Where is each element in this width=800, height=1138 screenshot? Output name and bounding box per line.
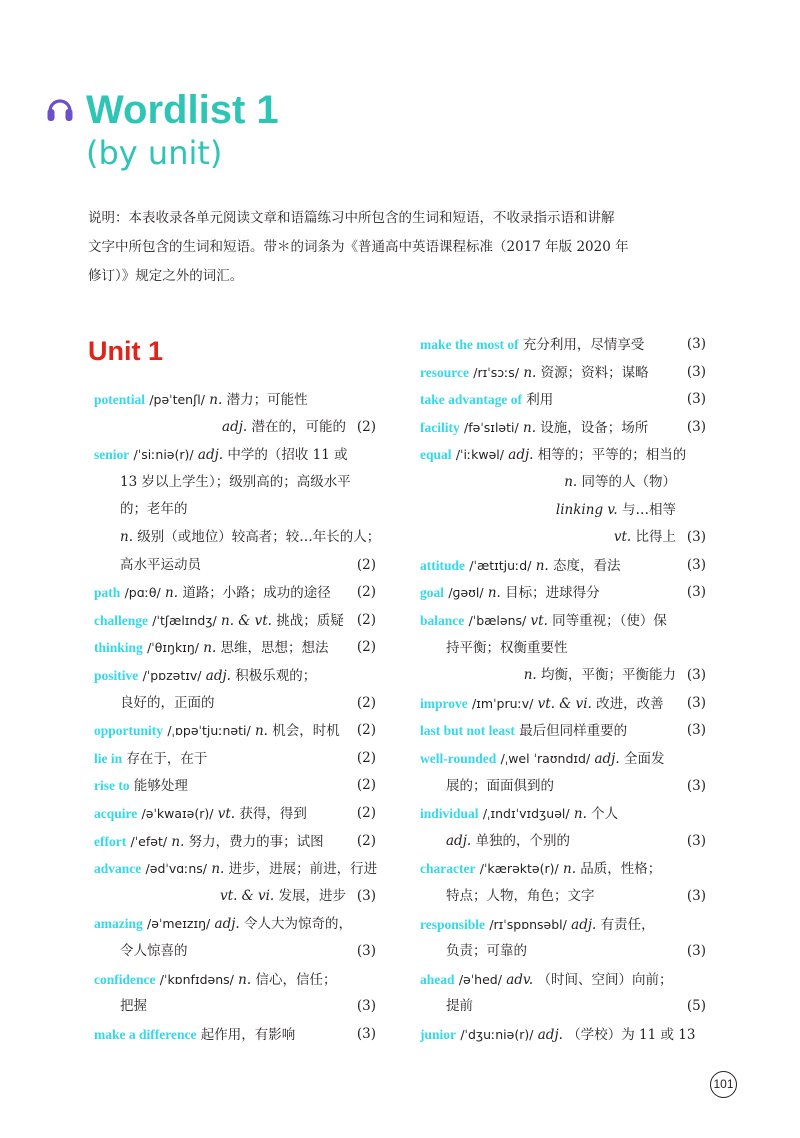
- definition: 把握: [120, 998, 147, 1015]
- unit-reference-number: (2): [356, 556, 376, 573]
- definition: 能够处理: [133, 778, 188, 795]
- unit-reference-number: (2): [356, 694, 376, 711]
- word-entry: [420, 1021, 706, 1049]
- word-entry: [94, 772, 376, 800]
- unit-reference-number: (3): [686, 556, 706, 573]
- definition: 获得，得到: [239, 806, 307, 822]
- part-of-speech: n.: [165, 585, 179, 602]
- unit-reference-number: (3): [686, 363, 706, 380]
- word-entry: [94, 634, 376, 662]
- part-of-speech: vt.: [613, 529, 632, 546]
- definition: 良好的，正面的: [120, 694, 215, 711]
- part-of-speech: n.: [564, 474, 578, 490]
- word-entry: [420, 414, 706, 442]
- pronunciation: /ədˈvɑːns/: [145, 861, 208, 877]
- pronunciation: /əˈmeɪzɪŋ/: [147, 916, 211, 932]
- part-of-speech: adj.: [214, 916, 240, 933]
- word-entry: [420, 966, 706, 994]
- definition: 起作用，有影响: [200, 1026, 296, 1043]
- pronunciation: /pəˈtenʃl/: [149, 392, 205, 407]
- unit-reference-number: (2): [356, 639, 376, 656]
- definition: 中学的（招收 11 或: [227, 447, 348, 464]
- word-entry: [94, 1021, 376, 1049]
- page-number: 101: [710, 1071, 737, 1098]
- definition: 资源；资料；谋略: [540, 364, 649, 381]
- word-entry: [420, 331, 706, 359]
- definition: 信心，信任；: [255, 971, 337, 988]
- definition: 相等的；平等的；相当的: [537, 447, 687, 464]
- part-of-speech: adj.: [222, 418, 248, 435]
- headword: ahead: [420, 971, 455, 987]
- word-entry: [94, 828, 376, 856]
- part-of-speech: adv.: [506, 971, 534, 988]
- headword: rise to: [94, 778, 130, 794]
- headword: senior: [94, 447, 130, 463]
- definition: 全面发: [623, 751, 665, 767]
- part-of-speech: n. & vt.: [221, 612, 272, 629]
- definition: （学校）为 11 或 13: [567, 1027, 696, 1043]
- word-entry: [420, 717, 706, 745]
- part-of-speech: vt.: [530, 613, 548, 629]
- word-entry: [420, 386, 706, 414]
- instructions-note: [88, 204, 704, 291]
- part-of-speech: adj.: [446, 832, 472, 849]
- headword: challenge: [94, 612, 148, 628]
- headword: junior: [420, 1027, 457, 1042]
- pronunciation: /əˈhed/: [458, 971, 502, 987]
- definition: 进步，进展；前进，行进: [228, 861, 378, 878]
- unit-reference-number: (3): [356, 887, 376, 904]
- page-title: Wordlist 1: [86, 88, 279, 132]
- pronunciation: /ˈbæləns/: [468, 613, 527, 628]
- pronunciation: /fəˈsɪləti/: [464, 419, 519, 435]
- entry-continuation-line: [446, 883, 706, 911]
- entry-continuation-line: [120, 993, 376, 1021]
- definition: 与…相等: [622, 501, 676, 518]
- word-entry: [94, 579, 376, 607]
- pronunciation: /rɪˈsɔːs/: [473, 364, 520, 380]
- pronunciation: /ˈpɒzətɪv/: [142, 668, 202, 683]
- entry-continuation-line: [446, 938, 706, 966]
- entry-continuation-line: [446, 635, 706, 663]
- unit-reference-number: (3): [356, 1025, 376, 1042]
- entry-continuation-line: [120, 524, 381, 552]
- unit-reference-number: (3): [356, 943, 376, 959]
- part-of-speech: vt. & vi.: [537, 695, 592, 712]
- word-entry: [420, 441, 706, 469]
- part-of-speech: n.: [535, 557, 549, 574]
- headword: potential: [94, 392, 146, 407]
- definition: 同等的人（物）: [581, 474, 676, 490]
- pronunciation: /əˈkwaɪə(r)/: [141, 806, 214, 821]
- headword: acquire: [94, 806, 138, 821]
- definition: 目标；进球得分: [505, 585, 600, 602]
- headword: amazing: [94, 916, 143, 932]
- pronunciation: /ˈkɒnfɪdəns/: [159, 971, 234, 987]
- part-of-speech: adj.: [537, 1027, 563, 1043]
- unit-reference-number: (3): [686, 832, 706, 849]
- entry-continuation-line: [94, 414, 376, 442]
- headword: improve: [420, 695, 468, 711]
- definition: 挑战；质疑: [276, 612, 344, 629]
- definition: 比得上: [635, 529, 676, 546]
- unit-reference-number: (2): [356, 611, 376, 628]
- word-entry: [94, 441, 376, 469]
- definition: 潜力；可能性: [226, 392, 308, 408]
- headword: character: [420, 861, 476, 877]
- entry-continuation-line: [120, 690, 376, 718]
- headword: confidence: [94, 971, 156, 987]
- part-of-speech: n.: [238, 971, 252, 988]
- entry-continuation-line: [120, 496, 376, 524]
- entry-continuation-line: [94, 883, 376, 911]
- pronunciation: /ˌwel ˈraʊndɪd/: [500, 751, 591, 766]
- part-of-speech: linking v.: [555, 501, 618, 518]
- part-of-speech: vt. & vi.: [220, 887, 275, 904]
- word-entry: [94, 800, 376, 828]
- part-of-speech: n.: [523, 364, 537, 381]
- definition: 令人惊喜的: [120, 943, 188, 959]
- unit-reference-number: (3): [686, 722, 706, 739]
- word-entry: [94, 855, 376, 883]
- word-entry: [420, 911, 706, 939]
- entry-continuation-line: [446, 993, 706, 1021]
- definition: 发展，进步: [278, 887, 346, 904]
- headword: well-rounded: [420, 751, 497, 766]
- word-entry: [420, 745, 706, 773]
- definition: （时间、空间）向前；: [537, 971, 673, 988]
- word-entry: [94, 607, 376, 635]
- pronunciation: /rɪˈspɒnsəbl/: [489, 916, 567, 932]
- part-of-speech: n.: [211, 861, 225, 878]
- pronunciation: /ˈθɪŋkɪŋ/: [147, 640, 199, 656]
- note-line: 说明：本表收录各单元阅读文章和语篇练习中所包含的生词和短语，不收录指示语和讲解: [88, 210, 615, 226]
- word-entry: [94, 910, 376, 938]
- word-entry: [420, 855, 706, 883]
- entry-continuation-line: [120, 938, 376, 966]
- unit-reference-number: (2): [356, 832, 376, 849]
- headword: last but not least: [420, 723, 515, 739]
- unit-reference-number: (5): [686, 998, 706, 1015]
- part-of-speech: n.: [120, 529, 133, 545]
- part-of-speech: adj.: [197, 447, 224, 464]
- definition: 个人: [591, 806, 619, 823]
- unit-reference-number: (2): [356, 749, 376, 766]
- headword: take advantage of: [420, 392, 522, 408]
- headword: equal: [420, 447, 452, 463]
- headword: advance: [94, 861, 142, 877]
- entry-continuation-line: [120, 469, 376, 497]
- unit-reference-number: (3): [686, 888, 706, 904]
- definition: 13 岁以上学生）；级别高的；高级水平: [120, 473, 351, 490]
- unit-reference-number: (3): [686, 391, 706, 408]
- unit-reference-number: (2): [356, 722, 376, 739]
- headword: responsible: [420, 916, 486, 932]
- definition: 最后但同样重要的: [519, 723, 628, 740]
- word-entry: [94, 745, 376, 773]
- word-entry: [420, 359, 706, 387]
- unit-reference-number: (3): [356, 998, 376, 1015]
- definition: 思维，思想；想法: [220, 640, 329, 657]
- headword: lie in: [94, 750, 123, 766]
- definition: 同等重视；（使）保: [552, 613, 667, 629]
- definition: 负责；可靠的: [446, 943, 527, 960]
- headword: thinking: [94, 640, 143, 656]
- definition: 利用: [526, 392, 554, 409]
- definition: 令人大为惊奇的，: [244, 916, 353, 933]
- definition: 特点；人物，角色；文字: [446, 888, 595, 904]
- headword: individual: [420, 806, 479, 822]
- unit-heading: Unit 1: [88, 336, 164, 366]
- part-of-speech: n.: [171, 833, 185, 850]
- definition: 持平衡；权衡重要性: [446, 639, 568, 656]
- entry-continuation-line: [420, 497, 706, 525]
- unit-reference-number: (2): [356, 418, 376, 435]
- word-entry: [420, 579, 706, 607]
- headword: facility: [420, 419, 460, 435]
- definition: 努力，费力的事；试图: [188, 833, 324, 850]
- part-of-speech: n.: [523, 667, 537, 684]
- unit-reference-number: (3): [686, 529, 706, 546]
- headword: make the most of: [420, 337, 519, 352]
- pronunciation: /ˌɪndɪˈvɪdʒuəl/: [482, 806, 570, 822]
- unit-reference-number: (2): [356, 584, 376, 601]
- part-of-speech: n.: [254, 723, 268, 740]
- part-of-speech: n.: [573, 806, 587, 823]
- entry-continuation-line: [420, 524, 706, 552]
- headword: make a difference: [94, 1026, 197, 1042]
- headword: effort: [94, 833, 127, 849]
- pronunciation: /ˌɒpəˈtjuːnəti/: [167, 723, 251, 739]
- definition: 均衡，平衡；平衡能力: [541, 667, 676, 684]
- word-entry: [420, 607, 706, 635]
- part-of-speech: n.: [203, 640, 217, 657]
- unit-reference-number: (2): [356, 805, 376, 821]
- pronunciation: /ɪmˈpruːv/: [472, 695, 534, 711]
- word-entry: [420, 552, 706, 580]
- definition: 提前: [446, 998, 473, 1015]
- word-entry: [420, 800, 706, 828]
- unit-reference-number: (2): [356, 777, 376, 794]
- definition: 设施，设备；场所: [540, 419, 649, 436]
- part-of-speech: n.: [487, 585, 501, 602]
- part-of-speech: adj.: [571, 916, 597, 933]
- pronunciation: /ɡəʊl/: [448, 585, 484, 601]
- word-entry: [420, 690, 706, 718]
- headword: goal: [420, 585, 445, 601]
- part-of-speech: adj.: [205, 668, 231, 684]
- definition: 单独的，个别的: [475, 832, 570, 849]
- entry-continuation-line: [420, 662, 706, 690]
- definition: 存在于，在于: [126, 750, 208, 767]
- headword: positive: [94, 668, 139, 683]
- note-line: 修订）》规定之外的词汇。: [88, 268, 244, 284]
- part-of-speech: n.: [523, 419, 536, 436]
- word-entry: [94, 717, 376, 745]
- part-of-speech: vt.: [217, 806, 236, 822]
- definition: 充分利用，尽情享受: [522, 337, 645, 353]
- definition: 级别（或地位）较高者；较…年长的人；: [137, 529, 381, 545]
- part-of-speech: adj.: [508, 447, 534, 464]
- unit-reference-number: (3): [686, 694, 706, 711]
- unit-reference-number: (3): [686, 667, 706, 684]
- unit-reference-number: (3): [686, 418, 706, 435]
- word-entry: [94, 966, 376, 994]
- entry-continuation-line: [446, 828, 706, 856]
- headword: opportunity: [94, 723, 164, 739]
- pronunciation: /ˈsiːniə(r)/: [133, 447, 194, 463]
- definition: 潜在的，可能的: [251, 418, 346, 435]
- word-entry: [94, 662, 376, 690]
- page-subtitle: (by unit): [86, 134, 223, 172]
- pronunciation: /ˈkærəktə(r)/: [479, 861, 559, 877]
- definition: 改进，改善: [596, 695, 664, 712]
- headword: path: [94, 585, 121, 601]
- pronunciation: /ˈefət/: [130, 833, 168, 849]
- pronunciation: /ˈdʒuːniə(r)/: [460, 1027, 534, 1042]
- definition: 品质，性格；: [580, 861, 662, 878]
- unit-reference-number: (3): [686, 336, 706, 352]
- definition: 积极乐观的；: [235, 668, 317, 684]
- note-line: 文字中所包含的生词和短语。带＊的词条为《普通高中英语课程标准（2017 年版 2020 年: [88, 239, 629, 255]
- headword: resource: [420, 364, 469, 380]
- definition: 道路；小路；成功的途径: [182, 585, 331, 602]
- pronunciation: /pɑːθ/: [124, 585, 161, 601]
- unit-reference-number: (3): [686, 584, 706, 601]
- pronunciation: /ˈtʃælɪndʒ/: [152, 612, 217, 628]
- part-of-speech: n.: [209, 392, 223, 408]
- unit-reference-number: (3): [686, 777, 706, 794]
- entry-continuation-line: [446, 773, 706, 801]
- unit-reference-number: (3): [686, 943, 706, 960]
- definition: 机会，时机: [272, 723, 340, 740]
- part-of-speech: adj.: [594, 751, 620, 767]
- definition: 高水平运动员: [120, 556, 201, 573]
- headword: attitude: [420, 557, 465, 573]
- part-of-speech: n.: [563, 861, 576, 878]
- headphones-icon: [46, 94, 74, 124]
- definition: 有责任，: [600, 916, 655, 933]
- definition: 展的；面面俱到的: [446, 777, 554, 794]
- entry-continuation-line: [420, 469, 706, 497]
- pronunciation: /ˈiːkwəl/: [455, 447, 504, 463]
- word-entry: [94, 386, 376, 414]
- headword: balance: [420, 613, 465, 628]
- pronunciation: /ˈætɪtjuːd/: [469, 557, 532, 573]
- definition: 的；老年的: [120, 501, 188, 518]
- definition: 态度，看法: [553, 557, 621, 574]
- entry-continuation-line: [120, 552, 376, 580]
